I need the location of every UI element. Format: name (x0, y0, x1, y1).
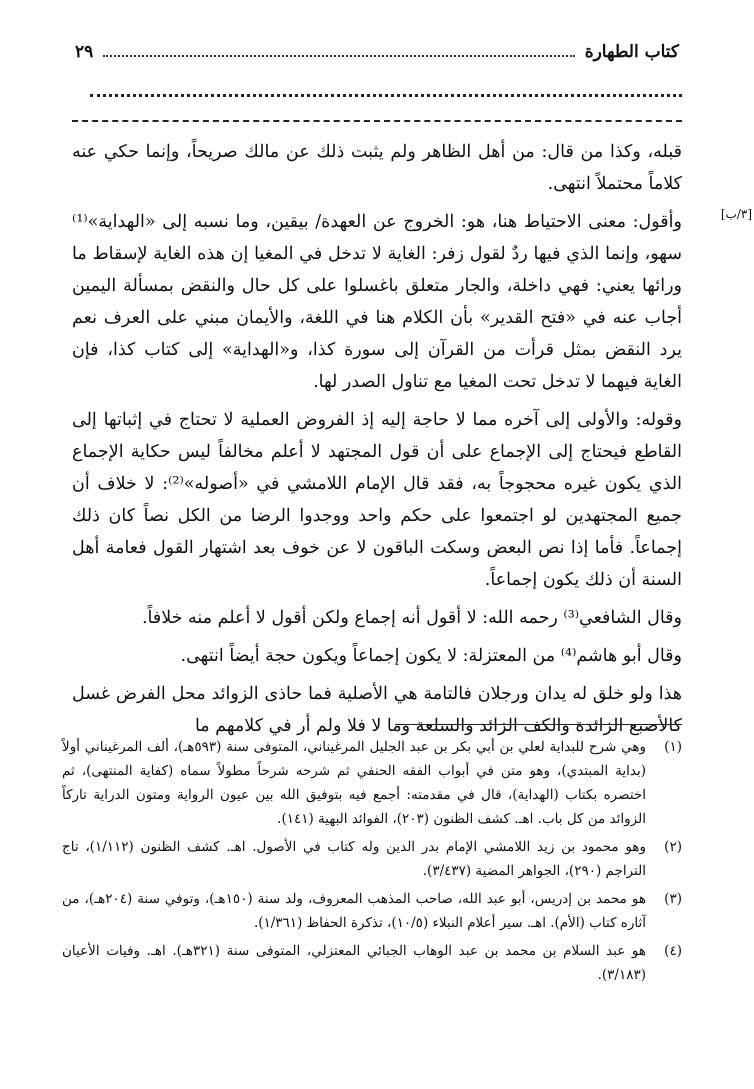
paragraph: وقال الشافعي⁽³⁾ رحمه الله: لا أقول أنه إجماع ولكن أقول لا أعلم منه خلافاً. (141, 608, 682, 628)
footnote-number: (٣) (664, 891, 682, 907)
footnote-number: (٢) (664, 839, 682, 855)
paragraph: وقال أبو هاشم⁽⁴⁾ من المعتزلة: لا يكون إجماعاً ويكون حجة أيضاً انتهى. (180, 646, 682, 666)
paragraph: وقوله: والأولى إلى آخره مما لا حاجة إليه إذ الفروض العملية لا تحتاج في إثباتها إلى القاطع فيحتاج إلى الإجماع على أن قول المجتهد لا أعلم مخالفاً ليس حكاية الإجماع الذي يكون غيره محجوجاً به، فقد قال الإمام اللامشي في «أصوله»⁽²⁾: لا خلاف أن جميع المجتهدين لو اجتمعوا على حكم واحد ووجدوا الرضا من الكل نصاً كان ذلك إجماعاً. فأما إذا نص البعض وسكت الباقون لا عن خوف بعد اشتهار القول فعامة أهل السنة أن ذلك يكون إجماعاً. (72, 410, 683, 590)
footnote (62, 835, 682, 883)
main-text (72, 136, 682, 748)
chapter-title: كتاب الطهارة (584, 42, 679, 62)
footnote-text: وهو محمود بن زيد اللامشي الإمام بدر الدين وله كتاب في الأصول. اهـ. كشف الظنون (١/١١٢)، تاج التراجم (٢٩٠)، الجواهر المضية (٣/٤٣٧). (62, 839, 646, 879)
footnote-number: (٤) (664, 943, 682, 959)
footnote-separator (395, 724, 682, 725)
footnote-number: (١) (664, 739, 682, 755)
paragraph: قبله، وكذا من قال: من أهل الظاهر ولم يثبت ذلك عن مالك صريحاً، وإنما حكي عنه كلاماً محتملاً انتهى. (72, 142, 682, 194)
footnote (62, 887, 682, 935)
page-number: ٢٩ (75, 42, 94, 62)
footnote-text: وهي شرح للبداية لعلي بن أبي بكر بن عبد الجليل المرغيناني، المتوفى سنة (٥٩٣هـ)، ألف المرغيناني أولاً (بداية المبتدي)، وهو متن في أبواب الفقه الحنفي ثم شرحه شرحاً مطولاً سماه (كفاية المنتهى)، ثم اختصره بكتاب (الهداية)، قال في مقدمته: أجمع فيه بتوفيق الله بين عيون الرواية ومتون الدراية تاركاً الزوائد من كل باب. اهـ. كشف الظنون (٢٠٣)، الفوائد البهية (١٤١). (62, 739, 646, 827)
running-header (75, 38, 679, 66)
footnote-text: هو عبد السلام بن محمد بن عبد الوهاب الجبائي المعتزلي، المتوفى سنة (٣٢١هـ). اهـ. وفيات الأعيان (٣/١٨٣). (62, 943, 646, 983)
paragraph: وأقول: معنى الاحتياط هنا، هو: الخروج عن العهدة/ بيقين، وما نسبه إلى «الهداية»⁽¹⁾ سهو، وإنما الذي فيها ردٌ لقول زفر: الغاية لا تدخل في المغيا إن هذه الغاية لإسقاط ما ورائها يعني: فهي داخلة، والجار متعلق باغسلوا على كل حال والنقض بمسألة اليمين أجاب عنه في «فتح القدير» بأن الكلام هنا في اللغة، والأيمان مبني على العرف نعم يرد النقض بمثل قرأت من القرآن إلى سورة كذا، و«الهداية» إلى كتاب كذا، فإن الغاية فيهما لا تدخل تحت المغيا مع تناول الصدر لها. (72, 212, 682, 392)
footnotes (62, 735, 682, 991)
footnote (62, 939, 682, 987)
header-leader-dots (103, 55, 574, 57)
paragraph: هذا ولو خلق له يدان ورجلان فالتامة هي الأصلية فما حاذى الزوائد محل الفرض غسل كالأصبع الزائدة والكف الزائد والسلعة وما لا فلا ولم أر في كلامهم ما (72, 684, 682, 736)
dashed-divider (72, 120, 682, 122)
dotted-divider (90, 94, 682, 97)
footnote (62, 735, 682, 831)
footnote-text: هو محمد بن إدريس، أبو عبد الله، صاحب المذهب المعروف، ولد سنة (١٥٠هـ)، وتوفي سنة (٢٠٤هـ)، من آثاره كتاب (الأم). اهـ. سير أعلام النبلاء (١٠/٥)، تذكرة الحفاظ (١/٣٦١). (62, 891, 647, 931)
margin-folio-marker: [٣/ب] (720, 207, 752, 221)
